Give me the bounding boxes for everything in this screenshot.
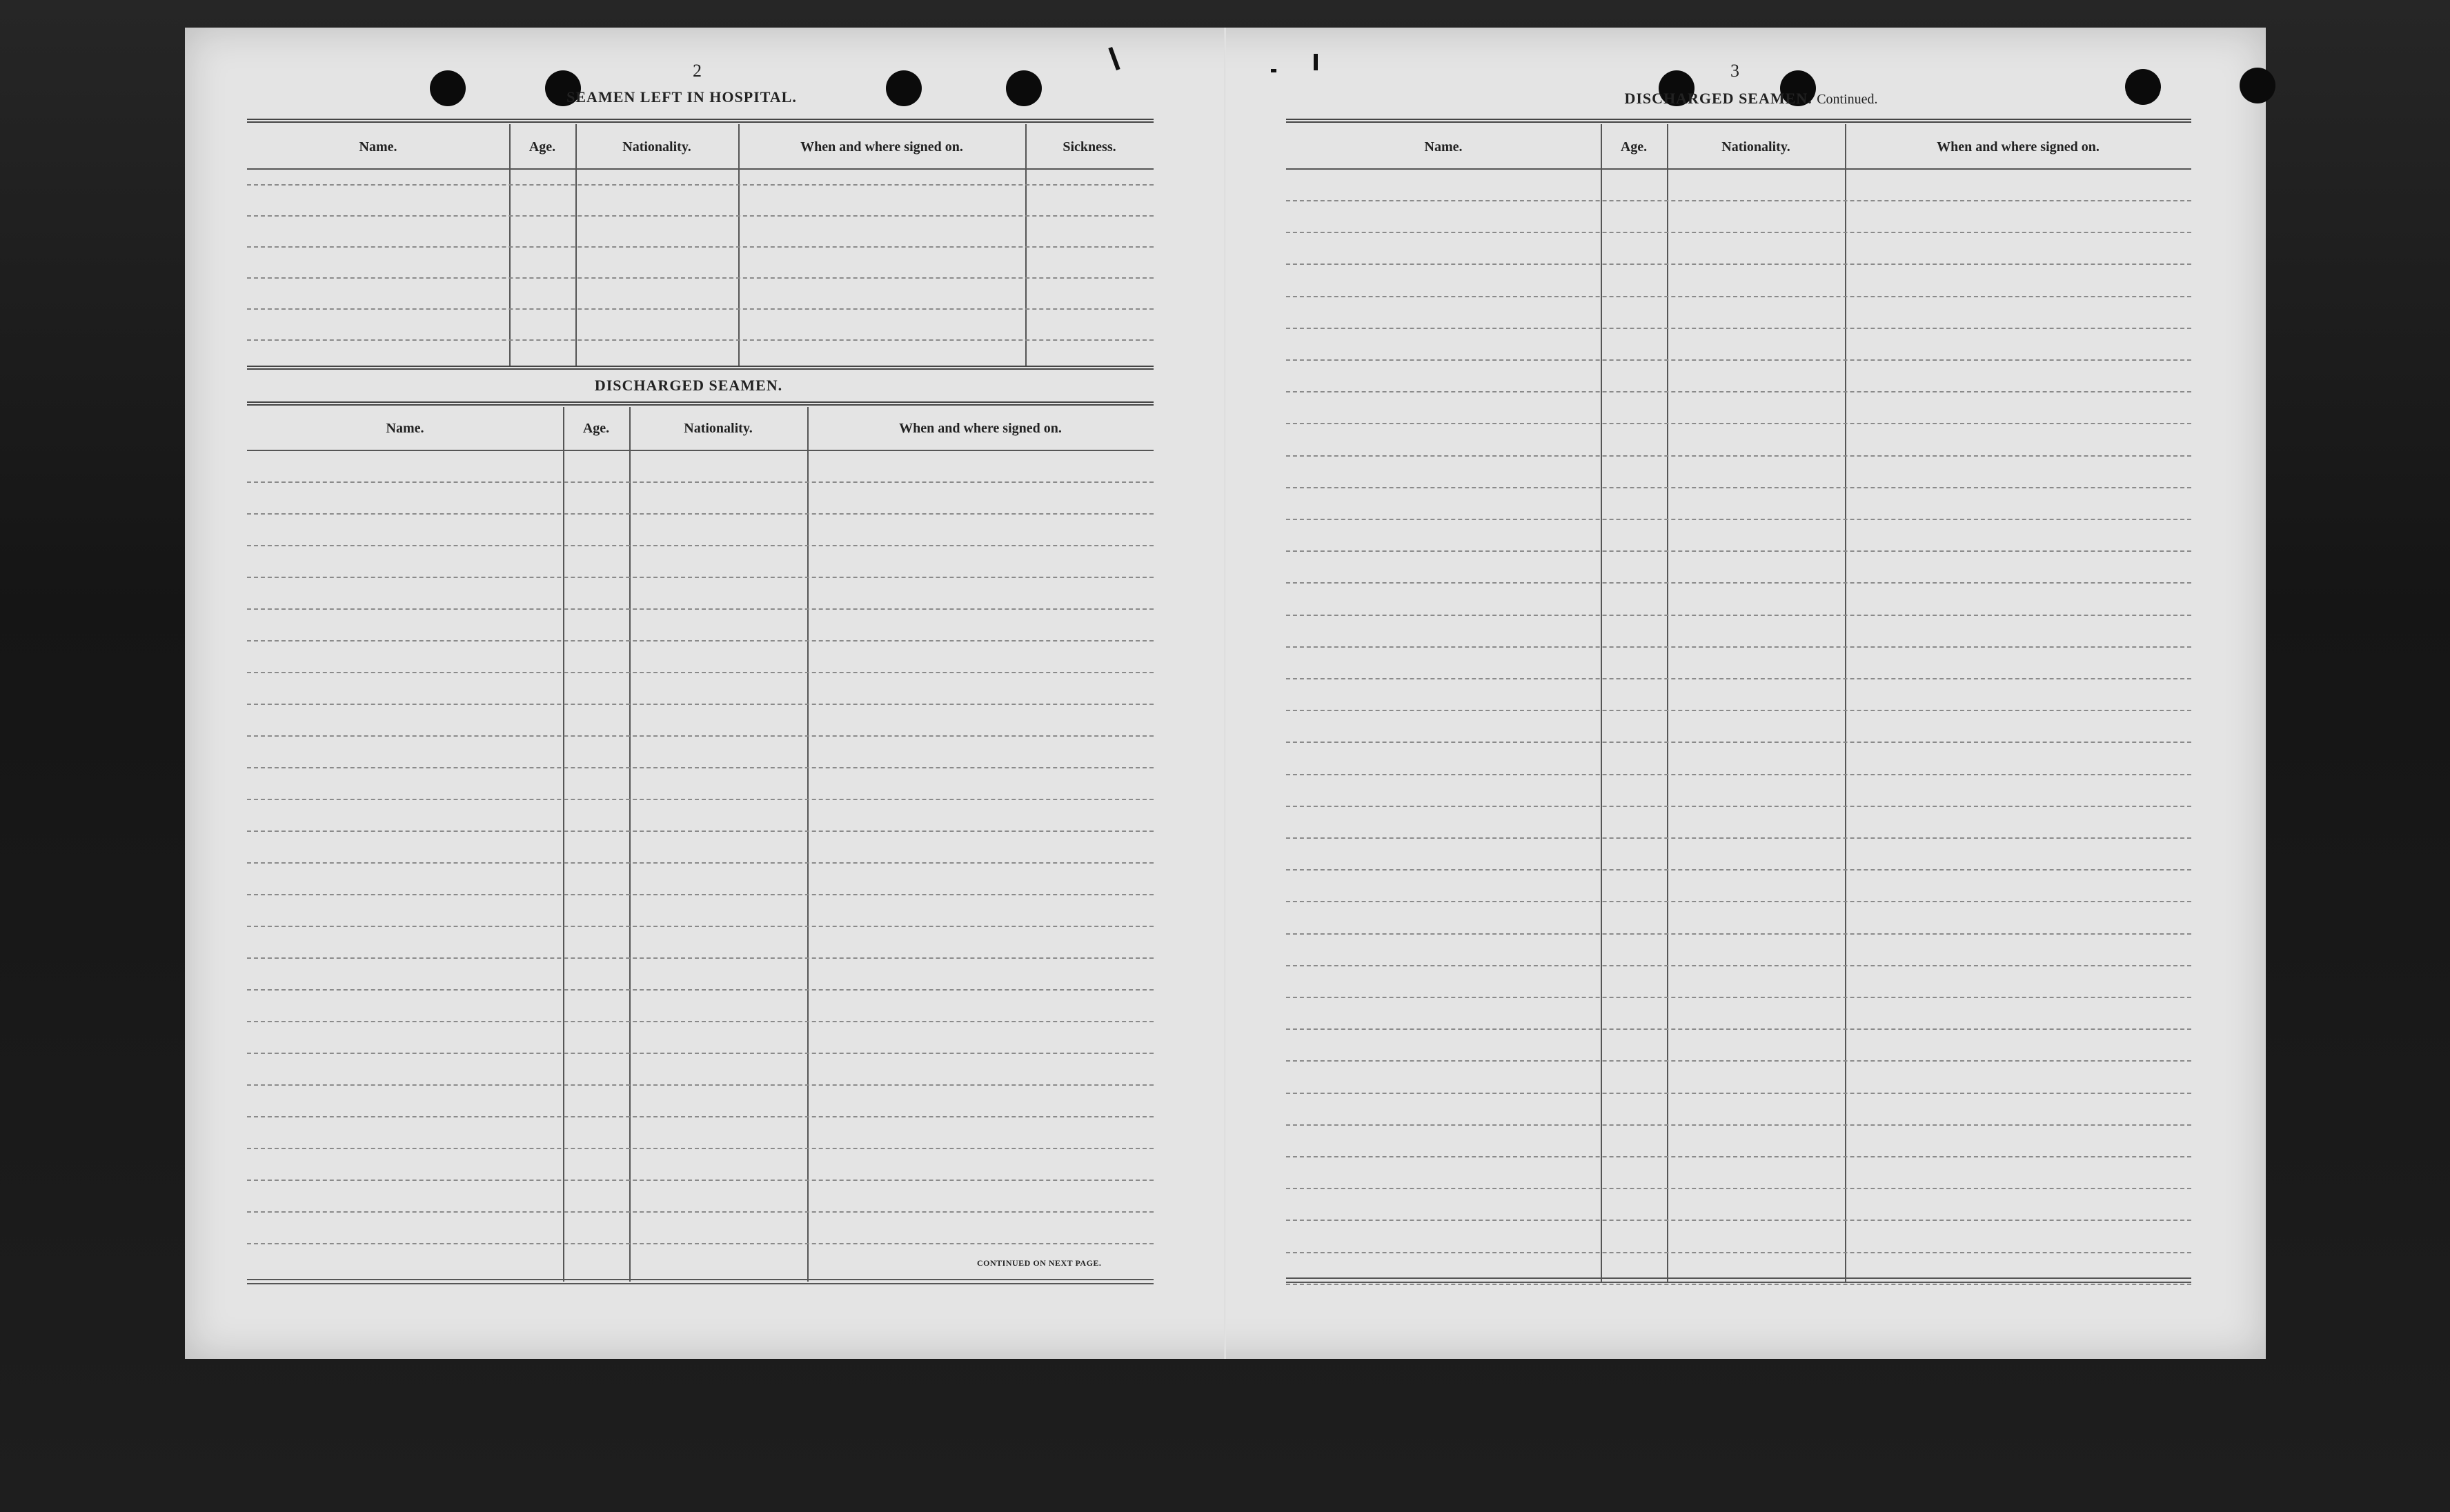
col-header-age: Age. (582, 421, 610, 436)
entry-row-line (247, 830, 1154, 832)
entry-row-line (247, 1116, 1154, 1117)
entry-row-line (1286, 997, 2191, 998)
col-header-sickness: Sickness. (1063, 139, 1116, 155)
entry-row-line (1286, 1156, 2191, 1157)
entry-row-line (1286, 296, 2191, 297)
col-header-signed-on: When and where signed on. (899, 421, 1062, 436)
entry-row-line (247, 513, 1154, 515)
entry-row-line (247, 215, 1154, 217)
entry-row-line (247, 481, 1154, 483)
entry-row-line (247, 957, 1154, 959)
col-header-nationality: Nationality. (684, 421, 753, 436)
entry-row-line (1286, 328, 2191, 329)
scan-mark (1314, 54, 1318, 70)
entry-row-line (247, 704, 1154, 705)
discharged-continued-table (1286, 119, 2191, 1284)
entry-row-line (247, 767, 1154, 768)
entry-row-line (247, 608, 1154, 610)
continued-suffix: Continued. (1817, 92, 1878, 107)
continued-note: CONTINUED ON NEXT PAGE. (977, 1258, 1102, 1268)
col-header-age: Age. (528, 139, 556, 155)
entry-row-line (247, 926, 1154, 927)
entry-row-line (1286, 710, 2191, 711)
entry-row-line (1286, 1284, 2191, 1285)
entry-row-line (247, 1211, 1154, 1213)
col-header-name: Name. (359, 139, 397, 155)
entry-row-line (247, 184, 1154, 186)
ledger-spread (185, 28, 2266, 1359)
punch-hole (1006, 70, 1042, 106)
col-header-name: Name. (386, 421, 424, 436)
entry-row-line (1286, 1252, 2191, 1253)
entry-row-line (1286, 1188, 2191, 1189)
entry-row-line (247, 799, 1154, 800)
entry-row-line (247, 339, 1154, 341)
entry-row-line (247, 1148, 1154, 1149)
entry-row-line (1286, 582, 2191, 584)
entry-row-line (247, 246, 1154, 248)
scan-mark (1271, 69, 1276, 72)
entry-row-line (247, 640, 1154, 641)
discharged-title-text: DISCHARGED SEAMEN. (1624, 90, 1812, 107)
col-header-age: Age. (1620, 139, 1648, 155)
entry-row-line (247, 1053, 1154, 1054)
entry-row-line (247, 1084, 1154, 1086)
punch-hole (2125, 69, 2161, 105)
entry-row-line (247, 577, 1154, 578)
entry-row-line (1286, 550, 2191, 552)
entry-row-line (1286, 391, 2191, 392)
entry-row-line (1286, 232, 2191, 233)
punch-hole (886, 70, 922, 106)
entry-row-line (1286, 359, 2191, 361)
entry-row-line (247, 277, 1154, 279)
entry-row-line (1286, 1124, 2191, 1126)
page-number-right: 3 (1730, 61, 1739, 81)
entry-row-line (247, 894, 1154, 895)
discharged-table (247, 401, 1154, 1284)
punch-hole (430, 70, 466, 106)
entry-row-line (1286, 200, 2191, 201)
entry-row-line (247, 1021, 1154, 1022)
entry-row-line (1286, 742, 2191, 743)
entry-row-line (247, 989, 1154, 991)
entry-row-line (1286, 455, 2191, 457)
page-number-left: 2 (693, 61, 702, 81)
entry-row-line (1286, 519, 2191, 520)
entry-row-line (247, 545, 1154, 546)
entry-row-line (1286, 487, 2191, 488)
entry-row-line (247, 735, 1154, 737)
entry-row-line (247, 1180, 1154, 1181)
entry-row-line (1286, 869, 2191, 871)
col-header-nationality: Nationality. (622, 139, 691, 155)
entry-row-line (247, 1243, 1154, 1244)
punch-hole (2240, 68, 2275, 103)
hospital-section-title: SEAMEN LEFT IN HOSPITAL. (566, 88, 797, 106)
discharged-continued-title (1558, 90, 1944, 108)
discharged-section-title: DISCHARGED SEAMEN. (594, 377, 783, 394)
col-header-nationality: Nationality. (1721, 139, 1790, 155)
entry-row-line (1286, 965, 2191, 966)
entry-row-line (1286, 837, 2191, 839)
entry-row-line (247, 308, 1154, 310)
hospital-table (247, 119, 1154, 395)
col-header-name: Name. (1424, 139, 1463, 155)
scan-mark (1108, 47, 1120, 70)
entry-row-line (1286, 774, 2191, 775)
entry-row-line (1286, 615, 2191, 616)
entry-row-line (1286, 901, 2191, 902)
entry-row-line (1286, 1028, 2191, 1030)
entry-row-line (1286, 1220, 2191, 1221)
col-header-signed-on: When and where signed on. (1937, 139, 2100, 155)
entry-row-line (1286, 678, 2191, 679)
entry-row-line (1286, 806, 2191, 807)
entry-row-line (247, 862, 1154, 864)
entry-row-line (247, 672, 1154, 673)
entry-row-line (1286, 933, 2191, 935)
entry-row-line (1286, 1093, 2191, 1094)
col-header-signed-on: When and where signed on. (800, 139, 963, 155)
entry-row-line (1286, 646, 2191, 648)
entry-row-line (1286, 423, 2191, 424)
page-fold (1224, 28, 1226, 1359)
entry-row-line (1286, 1060, 2191, 1062)
entry-row-line (1286, 263, 2191, 265)
